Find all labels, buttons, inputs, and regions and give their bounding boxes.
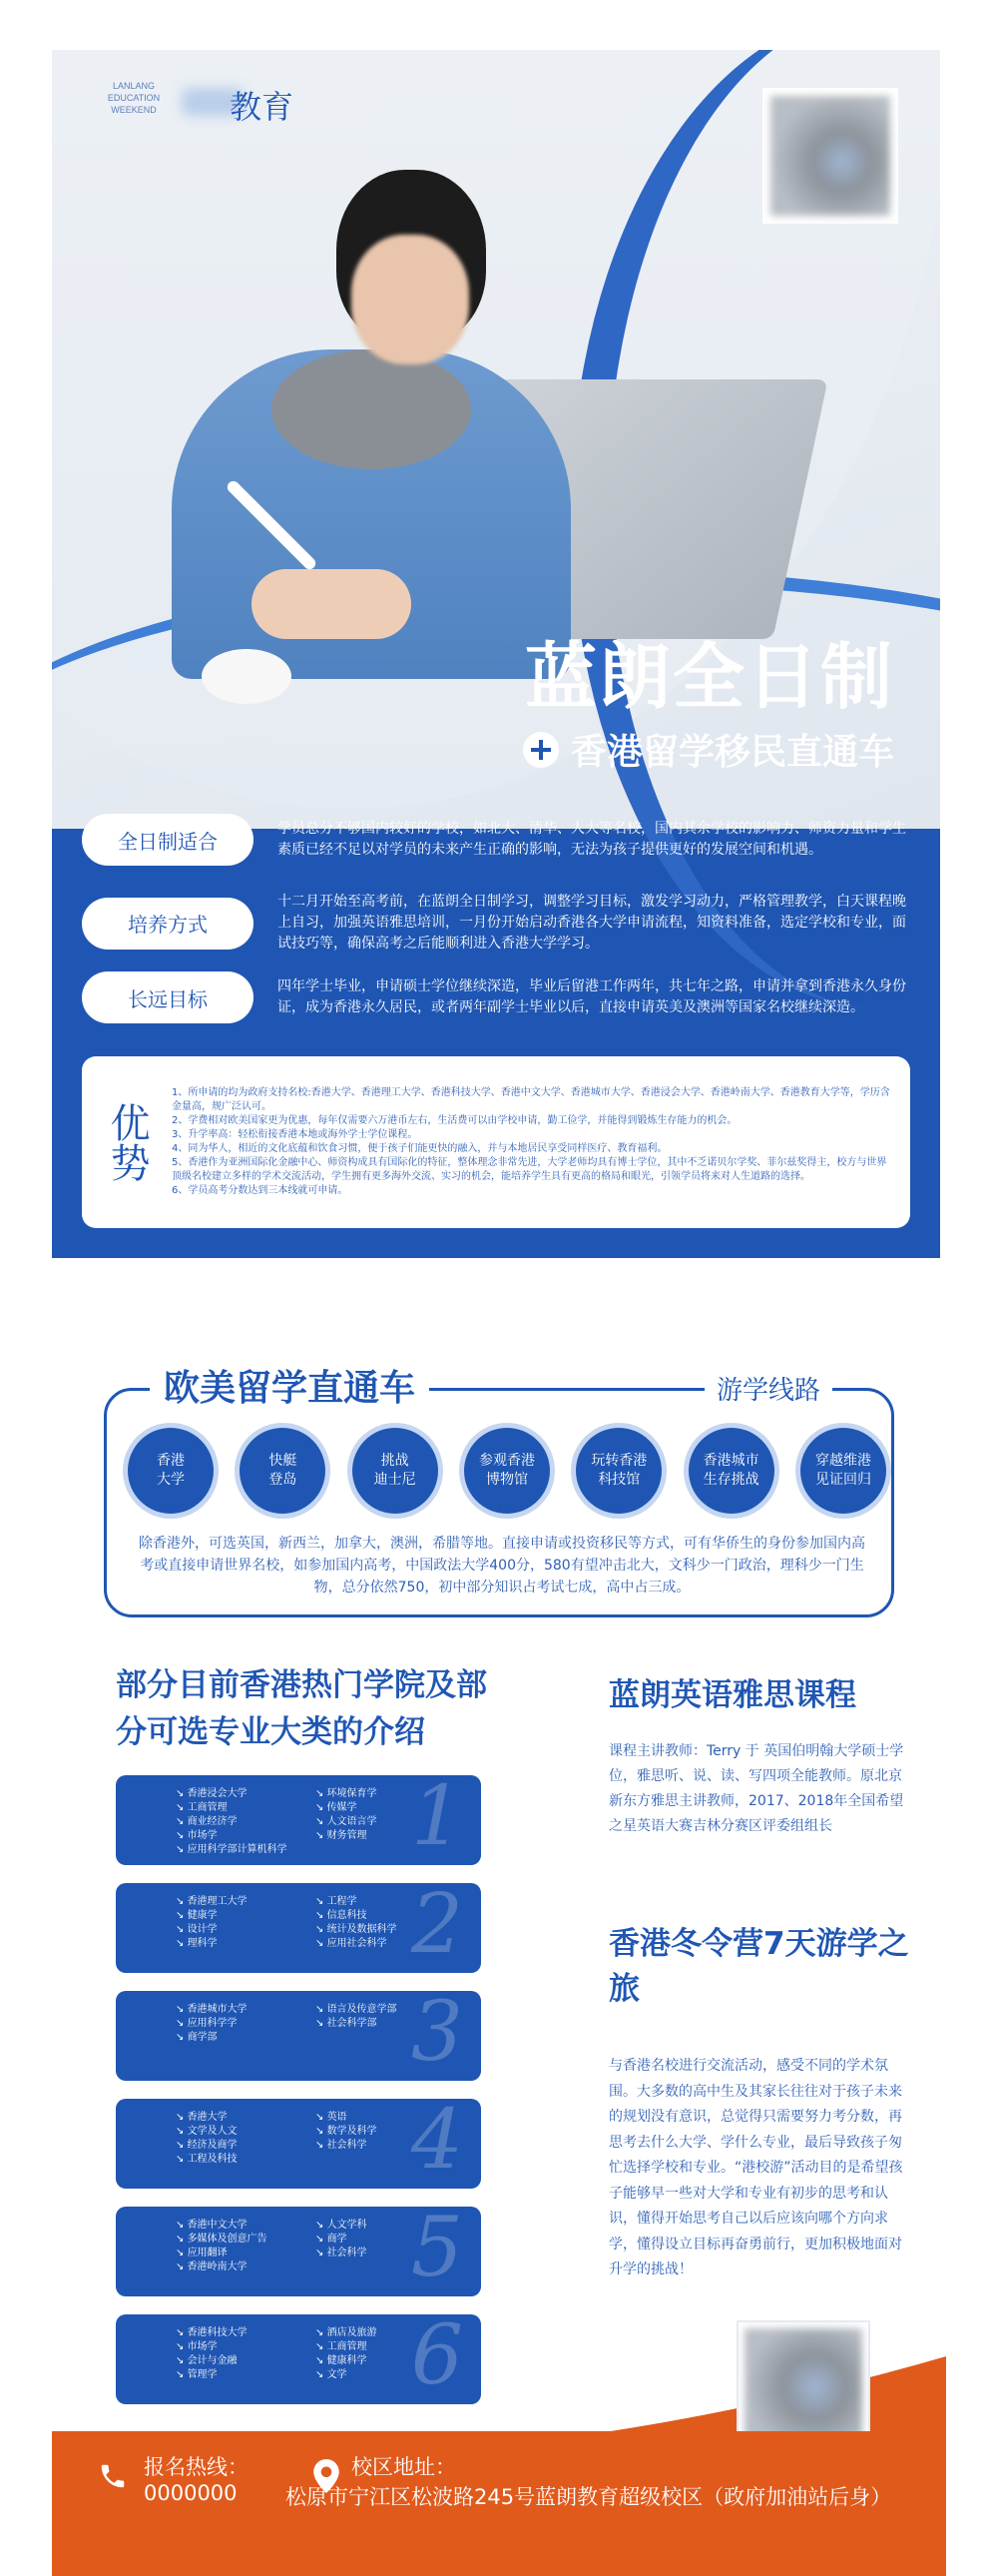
hero-section [52,50,940,1258]
school-item: ↘ 香港浸会大学 [176,1787,287,1801]
info-text: 四年学士毕业，申请硕士学位继续深造，毕业后留港工作两年，共七年之路，申请并拿到香港永久身份证，成为香港永久居民，或者两年副学士毕业以后，直接申请英美及澳洲等国家名校继续深造。 [277,978,906,1015]
euro-title: 欧美留学直通车 [150,1360,429,1411]
school-item: ↘ 香港中文大学 [176,2219,267,2233]
school-list-right [315,2219,367,2260]
hk-schools-title: 部分目前香港热门学院及部分可选专业大类的介绍 [116,1667,487,1750]
school-item: ↘ 英语 [315,2111,377,2125]
hero-subtitle-text: 香港留学移民直通车 [570,732,894,773]
school-list-right [315,1895,397,1951]
school-item: ↘ 社会科学 [315,2139,377,2153]
school-card [116,2099,481,2189]
school-item: ↘ 香港科技大学 [176,2326,248,2340]
school-list-left [176,2111,238,2167]
school-item: ↘ 社会科学 [315,2247,367,2260]
card-number: 6 [410,2314,463,2403]
advantage-item: 2、学费相对欧美国家更为优惠，每年仅需要六万港币左右，生活费可以由学校申请，勤工俭学，并能得到锻炼生存能力的机会。 [172,1115,738,1126]
euro-side-label: 游学线路 [705,1370,832,1407]
school-item: ↘ 人文学科 [315,2219,367,2233]
school-item: ↘ 环境保育学 [315,1787,377,1801]
course-text: 课程主讲教师：Terry 于 英国伯明翰大学硕士学位，雅思听、说、读、写四项全能教师。原北京新东方雅思主讲教师，2017、2018年全国希望之星英语大赛吉林分赛区评委组组长 [609,1743,904,1834]
school-list-right [315,1787,377,1843]
hero-title: 蓝朗全日制 [524,635,894,719]
school-item: ↘ 社会科学部 [315,2017,397,2031]
info-text: 十二月开始至高考前，在蓝朗全日制学习，调整学习目标，激发学习动力，严格管理教学，白天课程晚上自习，加强英语雅思培训，一月份开始启动香港各大学申请流程，知资料准备，选定学校和专业，面试技巧等，确保高考之后能顺利进入香港大学学习。 [277,894,906,952]
camp-title: 香港冬令营7天游学之旅 [609,1926,909,2007]
route-circle: 挑战 迪士尼 [352,1428,438,1514]
school-item: ↘ 香港岭南大学 [176,2260,267,2274]
advantage-item: 4、同为华人，相近的文化底蕴和饮食习惯，便于孩子们能更快的融入，并与本地居民享受同样医疗、教育福利。 [172,1143,668,1154]
advantages-box [82,1056,910,1228]
info-row-goal [82,971,910,1023]
school-item: ↘ 工商管理 [176,1801,287,1815]
school-list-right [315,2003,397,2031]
school-item: ↘ 应用科学学 [176,2017,248,2031]
footer-bar [52,2431,946,2526]
school-item: ↘ 经济及商学 [176,2139,238,2153]
card-number: 5 [410,2207,463,2295]
school-item: ↘ 设计学 [176,1923,248,1937]
school-item: ↘ 语言及传意学部 [315,2003,397,2017]
brand-line: EDUCATION [107,93,161,103]
school-item: ↘ 管理学 [176,2368,248,2382]
route-circle: 香港 大学 [128,1428,214,1514]
advantages-title: 优势 [104,1102,150,1182]
school-item: ↘ 传媒学 [315,1801,377,1815]
phone-label: 报名热线： [144,2455,249,2479]
school-list-left [176,1895,248,1951]
school-card [116,1775,481,1865]
qr-code-top[interactable] [762,88,898,224]
school-item: ↘ 健康科学 [315,2354,377,2368]
school-item: ↘ 香港理工大学 [176,1895,248,1909]
brand-logo-text [94,80,174,116]
school-item: ↘ 市场学 [176,2340,248,2354]
info-text: 学员总分不够国内较好的学校，如北大、清华、人大等名校，国内其余学校的影响力、师资力量和学生素质已经不足以对学员的未来产生正确的影响，无法为孩子提供更好的发展空间和机遇。 [277,821,906,858]
student-scarf [271,349,471,469]
phone-icon [98,2461,128,2491]
advantage-item: 5、香港作为亚洲国际化金融中心、师资构成具有国际化的特征，整体理念非常先进，大学老师均具有博士学位，其中不乏诺贝尔学奖、菲尔兹奖得主，校方与世界顶级名校建立多样的学术交流活动，学生拥有更多海外交流、实习的机会，能培养学生具有更高的格局和眼光，引领学员将来对人生道路的选择。 [172,1157,887,1182]
school-item: ↘ 应用科学部计算机科学 [176,1843,287,1857]
info-label: 培养方式 [82,898,253,950]
school-card [116,1991,481,2081]
school-list-right [315,2111,377,2153]
route-circles [128,1428,886,1514]
school-item: ↘ 商学 [315,2233,367,2247]
camp-text: 与香港名校进行交流活动，感受不同的学术氛围。大多数的高中生及其家长往往对于孩子未来的规划没有意识，总觉得只需要努力考分数，再思考去什么大学、学什么专业，最后导致孩子匆忙选择学校和专业。“港校游”活动目的是希望孩子能够早一些对大学和专业有初步的思考和认识，懂得开始思考自己以后应该向哪个方向求学，懂得设立目标再奋勇前行，更加积极地面对升学的挑战！ [609,2058,903,2277]
school-item: ↘ 健康学 [176,1909,248,1923]
address-text: 松原市宁江区松波路245号蓝朗教育超级校区（政府加油站后身） [285,2485,892,2509]
route-circle: 穿越维港 见证回归 [800,1428,886,1514]
school-item: ↘ 应用翻译 [176,2247,267,2260]
school-item: ↘ 酒店及旅游 [315,2326,377,2340]
advantage-item: 3、升学率高：轻松衔接香港本地或海外学士学位课程。 [172,1129,418,1140]
school-item: ↘ 应用社会科学 [315,1937,397,1951]
phone-number[interactable]: 0000000 [144,2481,238,2505]
course-title: 蓝朗英语雅思课程 [609,1677,856,1713]
school-item: ↘ 香港大学 [176,2111,238,2125]
school-item: ↘ 多媒体及创意广告 [176,2233,267,2247]
route-circle: 参观香港 博物馆 [464,1428,550,1514]
school-item: ↘ 文学及人文 [176,2125,238,2139]
school-list-left [176,2003,248,2045]
card-number: 2 [410,1883,463,1972]
route-circle: 玩转香港 科技馆 [576,1428,662,1514]
school-item: ↘ 商业经济学 [176,1815,287,1829]
school-item: ↘ 文学 [315,2368,377,2382]
student-face [351,235,469,364]
card-number: 1 [410,1775,463,1864]
school-item: ↘ 工程学 [315,1895,397,1909]
school-item: ↘ 工商管理 [315,2340,377,2354]
plus-icon [523,732,559,768]
route-circle: 快艇 登岛 [240,1428,325,1514]
brand-line: WEEKEND [111,105,157,115]
euro-description: 除香港外，可选英国，新西兰，加拿大，澳洲，希腊等地。直接申请或投资移民等方式，可有华侨生的身份参加国内高考或直接申请世界名校，如参加国内高考，中国政法大学400分，580有望冲击北大，文科少一门政治，理科少一门生物，总分依然750，初中部分知识占考试七成，高中占三成。 [139,1536,865,1596]
advantages-list [172,1086,910,1198]
school-item: ↘ 会计与金融 [176,2354,248,2368]
info-label: 全日制适合 [82,814,253,866]
school-list-left [176,1787,287,1857]
info-label: 长远目标 [82,971,253,1023]
info-row-suitable [82,814,910,866]
school-card [116,2207,481,2296]
school-item: ↘ 信息科技 [315,1909,397,1923]
hero-subtitle [523,724,894,775]
school-item: ↘ 数学及科学 [315,2125,377,2139]
student-hand [251,569,411,639]
advantage-item: 1、所申请的均为政府支持名校:香港大学、香港理工大学、香港科技大学、香港中文大学、香港城市大学、香港浸会大学、香港岭南大学、香港教育大学等，学历含金量高，规广泛认可。 [172,1087,890,1112]
school-item: ↘ 人文语言学 [315,1815,377,1829]
advantage-item: 6、学员高考分数达到三本线就可申请。 [172,1185,348,1196]
school-item: ↘ 工程及科技 [176,2153,238,2167]
card-number: 3 [410,1991,463,2080]
info-row-method [82,892,910,955]
address-label: 校区地址： [351,2455,456,2479]
mouse-image [202,649,291,704]
school-item: ↘ 市场学 [176,1829,287,1843]
school-list-left [176,2219,267,2274]
school-item: ↘ 商学部 [176,2031,248,2045]
brand-name: 教育 [230,88,294,126]
brand-line: LANLANG [112,81,156,91]
school-item: ↘ 财务管理 [315,1829,377,1843]
school-item: ↘ 理科学 [176,1937,248,1951]
school-item: ↘ 统计及数据科学 [315,1923,397,1937]
route-circle: 香港城市 生存挑战 [689,1428,774,1514]
school-item: ↘ 香港城市大学 [176,2003,248,2017]
card-number: 4 [410,2099,463,2188]
school-card [116,1883,481,1973]
